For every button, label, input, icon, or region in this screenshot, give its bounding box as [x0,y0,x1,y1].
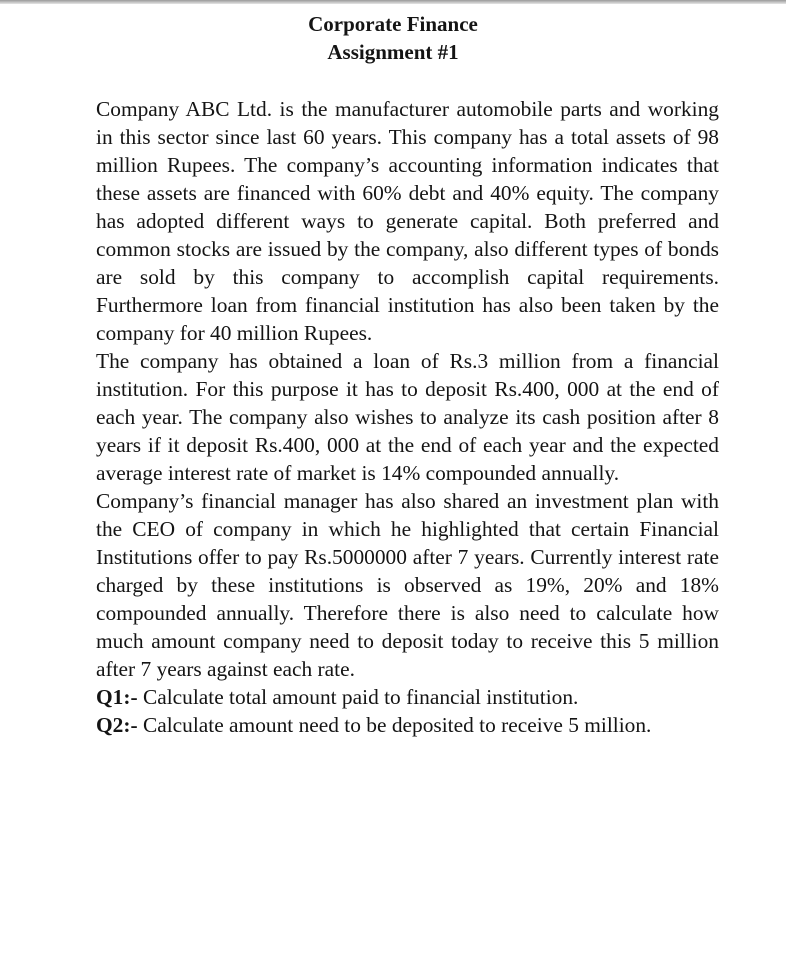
paragraph-company-overview: Company ABC Ltd. is the manufacturer automobile parts and working in this sector since last 60 years. This company has a total assets of 98 million Rupees. The company’s accounting information indicates that these assets are financed with 60% debt and 40% equity. The company has adopted different ways to generate capital. Both preferred and common stocks are issued by the company, also different types of bonds are sold by this company to accomplish capital requirements. Furthermore loan from financial institution has also been taken by the company for 40 million Rupees. [96,97,719,345]
question-2 [96,711,719,739]
paragraph-investment-plan: Company’s financial manager has also shared an investment plan with the CEO of company in which he highlighted that certain Financial Institutions offer to pay Rs.5000000 after 7 years. Currently interest rate charged by these institutions is observed as 19%, 20% and 18% compounded annually. Therefore there is also need to calculate how much amount company need to deposit today to receive this 5 million after 7 years against each rate. [96,489,719,681]
document-body [96,95,719,739]
document-header [0,10,786,66]
question-1-label: Q1:- [96,685,138,709]
document-title: Corporate Finance [308,12,478,36]
question-1-text: Calculate total amount paid to financial institution. [137,685,579,709]
question-1 [96,683,719,711]
page-top-edge [0,0,786,4]
question-2-label: Q2:- [96,713,138,737]
question-2-text: Calculate amount need to be deposited to receive 5 million. [137,713,652,737]
paragraph-loan-details: The company has obtained a loan of Rs.3 million from a financial institution. For this purpose it has to deposit Rs.400, 000 at the end of each year. The company also wishes to analyze its cash position after 8 years if it deposit Rs.400, 000 at the end of each year and the expected average interest rate of market is 14% compounded annually. [96,349,719,485]
assignment-number: Assignment #1 [327,40,459,64]
